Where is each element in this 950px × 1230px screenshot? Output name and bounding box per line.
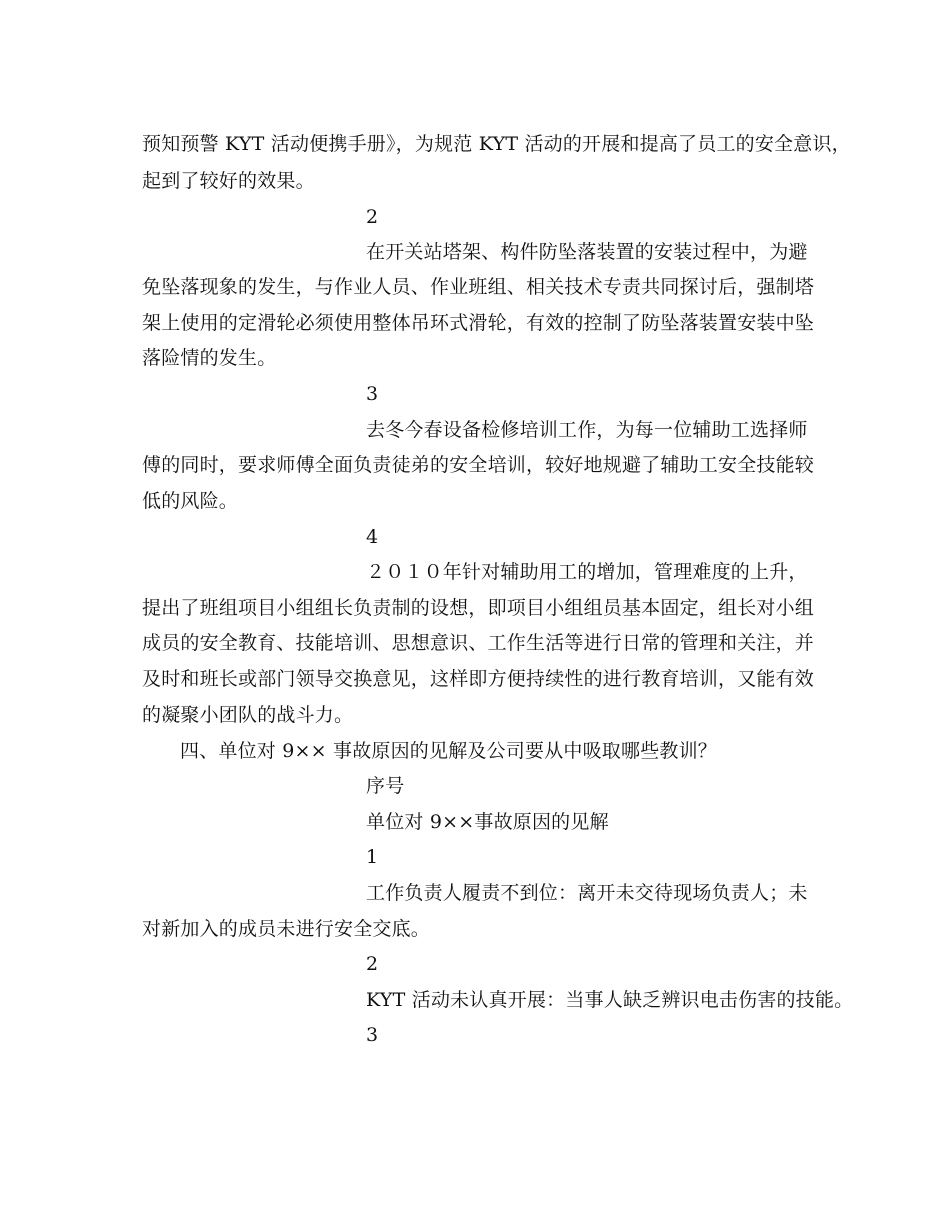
paragraph-line: 起到了较好的效果。 [142, 170, 315, 192]
paragraph-line: 的凝聚小团队的战斗力。 [142, 704, 354, 726]
section-heading: 四、单位对 9×× 事故原因的见解及公司要从中吸取哪些教训？ [180, 740, 718, 762]
paragraph-line: 傅的同时，要求师傅全面负责徒弟的安全培训，较好地规避了辅助工安全技能较 [142, 454, 815, 476]
table-header-opinion: 单位对 9××事故原因的见解 [366, 811, 609, 833]
paragraph-line: 去冬今春设备检修培训工作，为每一位辅助工选择师 [366, 419, 808, 441]
paragraph-line: 落险情的发生。 [142, 347, 277, 369]
item-number: 3 [366, 383, 379, 405]
item-number: 4 [366, 526, 379, 548]
paragraph-line: KYT 活动未认真开展：当事人缺乏辨识电击伤害的技能。 [366, 989, 854, 1011]
paragraph-line: 低的风险。 [142, 490, 239, 512]
paragraph-line: 对新加入的成员未进行安全交底。 [142, 918, 431, 940]
paragraph-line: ２０１０年针对辅助用工的增加，管理难度的上升， [366, 561, 808, 583]
item-number: 2 [366, 953, 379, 975]
paragraph-line: 成员的安全教育、技能培训、思想意识、工作生活等进行日常的管理和关注，并 [142, 632, 815, 654]
paragraph-line: 预知预警 KYT 活动便携手册》，为规范 KYT 活动的开展和提高了员工的安全意识， [142, 133, 851, 155]
paragraph-line: 工作负责人履责不到位：离开未交待现场负责人；未 [366, 882, 808, 904]
paragraph-line: 免坠落现象的发生，与作业人员、作业班组、相关技术专责共同探讨后，强制塔 [142, 276, 815, 298]
paragraph-line: 提出了班组项目小组组长负责制的设想，即项目小组组员基本固定，组长对小组 [142, 597, 815, 619]
table-header-number: 序号 [366, 775, 405, 797]
paragraph-line: 架上使用的定滑轮必须使用整体吊环式滑轮，有效的控制了防坠落装置安装中坠 [142, 312, 815, 334]
item-number: 2 [366, 206, 379, 228]
item-number: 1 [366, 846, 379, 868]
item-number: 3 [366, 1024, 379, 1046]
paragraph-line: 在开关站塔架、构件防坠落装置的安装过程中，为避 [366, 241, 808, 263]
paragraph-line: 及时和班长或部门领导交换意见，这样即方便持续性的进行教育培训，又能有效 [142, 668, 815, 690]
